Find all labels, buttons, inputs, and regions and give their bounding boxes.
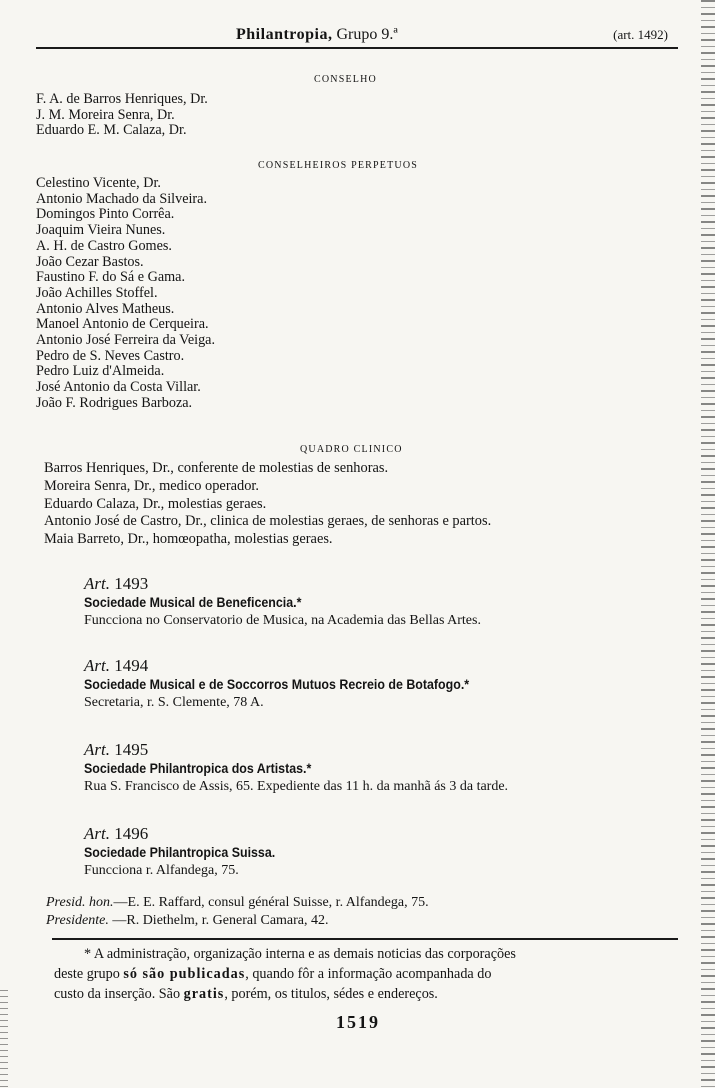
article-number xyxy=(84,656,684,676)
article-number-value: 1494 xyxy=(114,656,149,675)
list-item: Antonio Alves Matheus. xyxy=(36,300,175,317)
footnote-line: * A administração, organização interna e as demais noticias das corporações xyxy=(84,946,516,962)
header-title-group: Grupo 9.ª xyxy=(336,26,398,43)
article-detail: Funcciona no Conservatorio de Musica, na Academia das Bellas Artes. xyxy=(84,613,481,628)
footnote-text: deste grupo xyxy=(54,966,120,982)
list-item: Faustino F. do Sá e Gama. xyxy=(36,269,186,286)
article-number xyxy=(84,574,684,594)
list-item: Barros Henriques, Dr., conferente de molestias de senhoras. xyxy=(44,460,389,476)
list-item: José Antonio da Costa Villar. xyxy=(36,379,201,396)
list-item: Antonio José Ferreira da Veiga. xyxy=(36,332,216,349)
list-item: Eduardo Calaza, Dr., molestias geraes. xyxy=(44,495,267,512)
header-title-main: Philantropia, xyxy=(236,26,333,43)
list-item: Moreira Senra, Dr., medico operador. xyxy=(44,477,259,494)
list-item: Joaquim Vieira Nunes. xyxy=(36,222,166,239)
officer-role: Presid. hon. xyxy=(46,895,114,910)
footnote-line xyxy=(54,984,684,1004)
list-item: Pedro de S. Neves Castro. xyxy=(36,347,185,364)
article-1496 xyxy=(84,824,684,880)
header-title xyxy=(236,26,398,44)
list-item: J. M. Moreira Senra, Dr. xyxy=(36,106,175,123)
article-detail: Funcciona r. Alfandega, 75. xyxy=(84,863,239,878)
article-number xyxy=(84,824,684,844)
margin-shadow xyxy=(0,990,8,1088)
section-heading-perpetuos: CONSELHEIROS PERPETUOS xyxy=(258,160,419,171)
running-header xyxy=(36,26,678,48)
article-prefix: Art. xyxy=(84,740,110,759)
officer-presid-hon xyxy=(46,894,429,912)
footnote-rule xyxy=(52,938,678,940)
article-prefix: Art. xyxy=(84,824,110,843)
page-number: 1519 xyxy=(336,1012,380,1032)
perpetuos-list xyxy=(36,176,215,412)
list-item: Manoel Antonio de Cerqueira. xyxy=(36,316,209,333)
footnote-text: , quando fôr a informação acompanhada do xyxy=(245,966,492,982)
officer-text: —E. E. Raffard, consul général Suisse, r. Alfandega, 75. xyxy=(113,895,429,910)
article-title: Sociedade Philantropica dos Artistas.* xyxy=(84,761,312,776)
article-detail: Secretaria, r. S. Clemente, 78 A. xyxy=(84,695,264,710)
section-heading-quadro: QUADRO CLINICO xyxy=(300,444,403,455)
list-item: Maia Barreto, Dr., homœopatha, molestias geraes. xyxy=(44,531,333,548)
list-item: Celestino Vicente, Dr. xyxy=(36,175,161,191)
article-prefix: Art. xyxy=(84,574,110,593)
article-title: Sociedade Philantropica Suissa. xyxy=(84,845,276,860)
article-prefix: Art. xyxy=(84,656,110,675)
list-item: Eduardo E. M. Calaza, Dr. xyxy=(36,122,187,139)
article-1493 xyxy=(84,574,684,630)
officer-presidente xyxy=(46,912,329,930)
list-item: Pedro Luiz d'Almeida. xyxy=(36,363,165,380)
officer-text: —R. Diethelm, r. General Camara, 42. xyxy=(112,913,329,928)
article-detail: Rua S. Francisco de Assis, 65. Expediente das 11 h. da manhã ás 3 da tarde. xyxy=(84,779,509,794)
footnote-text: , porém, os titulos, sédes e endereços. xyxy=(224,986,438,1002)
article-number xyxy=(84,740,684,760)
list-item: Domingos Pinto Corrêa. xyxy=(36,206,175,223)
binding-edge xyxy=(701,0,715,1088)
list-item: Antonio José de Castro, Dr., clinica de molestias geraes, de senhoras e partos. xyxy=(44,513,492,530)
footnote-line xyxy=(54,964,684,984)
list-item: João F. Rodrigues Barboza. xyxy=(36,394,193,411)
list-item: A. H. de Castro Gomes. xyxy=(36,237,172,254)
footnote xyxy=(54,944,684,1004)
quadro-clinico-list xyxy=(44,460,491,549)
header-rule xyxy=(36,47,678,49)
section-heading-conselho: CONSELHO xyxy=(314,74,377,85)
article-number-value: 1493 xyxy=(114,574,149,593)
footnote-emphasis: gratis xyxy=(183,986,225,1002)
article-title: Sociedade Musical e de Soccorros Mutuos Recreio de Botafogo.* xyxy=(84,677,470,692)
article-1494 xyxy=(84,656,684,712)
conselho-list xyxy=(36,92,208,139)
article-1495 xyxy=(84,740,684,796)
list-item: João Cezar Bastos. xyxy=(36,253,144,270)
header-article-ref: (art. 1492) xyxy=(613,27,668,42)
list-item: F. A. de Barros Henriques, Dr. xyxy=(36,91,208,107)
officer-role: Presidente. xyxy=(46,913,109,928)
footnote-emphasis: só são publicadas xyxy=(123,966,246,982)
article-number-value: 1496 xyxy=(114,824,149,843)
list-item: João Achilles Stoffel. xyxy=(36,284,158,301)
footnote-text: custo da inserção. São xyxy=(54,986,181,1002)
list-item: Antonio Machado da Silveira. xyxy=(36,190,207,207)
article-title: Sociedade Musical de Beneficencia.* xyxy=(84,595,302,610)
article-number-value: 1495 xyxy=(114,740,149,759)
